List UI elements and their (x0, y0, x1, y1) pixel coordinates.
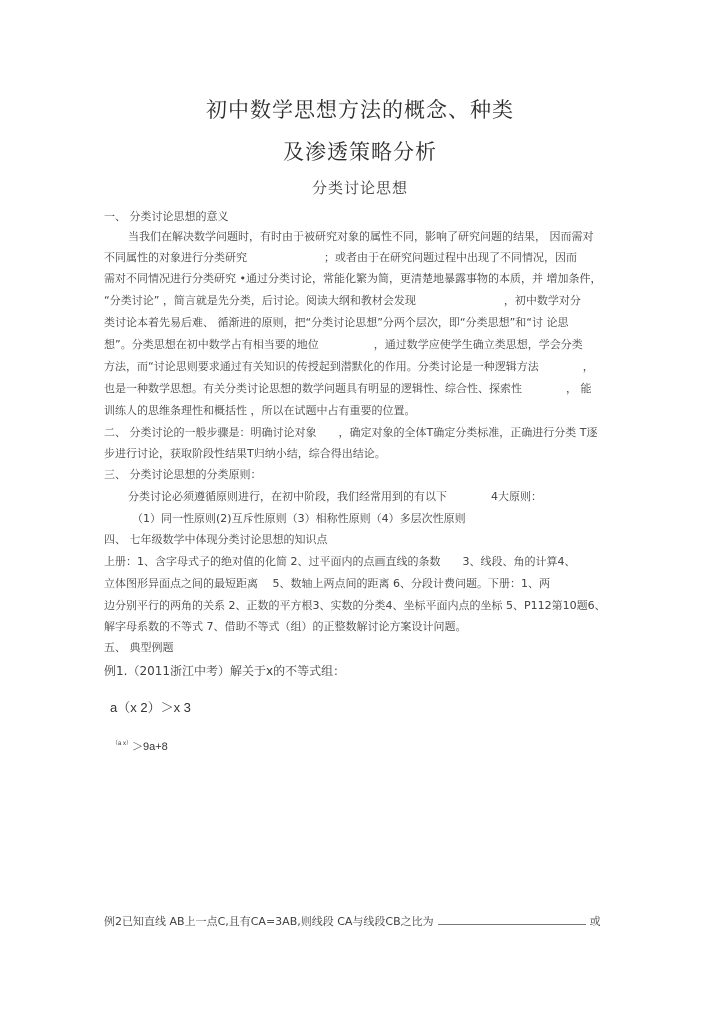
paragraph-line: 想”。分类思想在初中数学占有相当要的地位 ，通过数学应使学生确立类思想，学会分类 (104, 338, 583, 351)
paragraph-line: 上册：1、含字母式子的绝对值的化简 2、过平面内的点画直线的条数 3、线段、角的计算4、 (104, 555, 576, 568)
inequality-1: a（x 2）＞x 3 (110, 700, 191, 715)
section-heading-5: 五、 典型例题 (104, 641, 174, 654)
paragraph-line: 训练人的思维条理性和概括性 ，所以在试题中占有重要的位置。 (104, 404, 416, 417)
section-heading-1: 一、 分类讨论思想的意义 (104, 210, 229, 223)
inequality-2 (112, 738, 168, 754)
paragraph-line: 步进行讨论，获取阶段性结果T归纳小结，综合得出结论。 (104, 447, 386, 460)
section-heading-2: 二、 分类讨论的一般步骤是：明确讨论对象 ，确定对象的全体T确定分类标准，正确进行分类 T逐 (104, 426, 598, 439)
example-2 (104, 914, 601, 929)
section-heading-4: 四、 七年级数学中体现分类讨论思想的知识点 (104, 533, 328, 546)
inequality-2-rhs: ＞9a+8 (132, 741, 168, 753)
title-line-2: 及渗透策略分析 (283, 140, 437, 164)
paragraph-line: 方法，而“讨论思则要求通过有关知识的传授起到潜默化的作用。分类讨论是一种逻辑方法 ， (104, 360, 594, 373)
paragraph-line: 立体图形异面点之间的最短距离 5、数轴上两点间的距离 6、分段计费问题。下册：1、两 (104, 577, 550, 590)
paragraph-line: 分类讨论必须遵循原则进行，在初中阶段，我们经常用到的有以下 4大原则： (128, 490, 542, 503)
inequality-2-factor: （a x） (112, 741, 133, 747)
paragraph-line: 边分别平行的两角的关系 2、正数的平方根3、实数的分类4、坐标平面内点的坐标 5、P112第10题6、 (104, 599, 606, 612)
example-2-text: 例2已知直线 AB上一点C,且有CA=3AB,则线段 CA与线段CB之比为 (104, 915, 434, 928)
example-1: 例1.（2011浙江中考）解关于x的不等式组： (104, 664, 346, 678)
principles-list: （1）同一性原则(2)互斥性原则（3）相称性原则（4）多层次性原则 (132, 512, 466, 525)
section-heading-3: 三、 分类讨论思想的分类原则： (104, 468, 262, 481)
paragraph-line: 当我们在解决数学问题时，有时由于被研究对象的属性不同，影响了研究问题的结果， 因而需对 (128, 230, 594, 243)
paragraph-line: 需对不同情况进行分类研究 •通过分类讨论，常能化繁为简，更清楚地暴露事物的本质，并 增加条件， (104, 272, 602, 285)
paragraph-line: 解字母系数的不等式 7、借助不等式（组）的正整数解讨论方案设计问题。 (104, 620, 467, 633)
title-line-1: 初中数学思想方法的概念、种类 (206, 98, 514, 122)
example-2-tail: 或 (589, 915, 601, 928)
paragraph-line: 类讨论本着先易后难、 循渐进的原则，把“分类讨论思想”分两个层次，即“分类思想”和“讨 论思 (104, 316, 569, 329)
paragraph-line: 也是一种数学思想。有关分类讨论思想的数学问题具有明显的逻辑性、综合性、探索性 ， 能 (104, 382, 592, 395)
subtitle: 分类讨论思想 (311, 179, 408, 197)
paragraph-line: 不同属性的对象进行分类研究 ；或者由于在研究问题过程中出现了不同情况，因而 (104, 251, 577, 264)
answer-blank (438, 914, 586, 925)
paragraph-line: “分类讨论” ，简言就是先分类，后讨论。阅读大纲和教材会发现 ，初中数学对分 (104, 294, 581, 307)
